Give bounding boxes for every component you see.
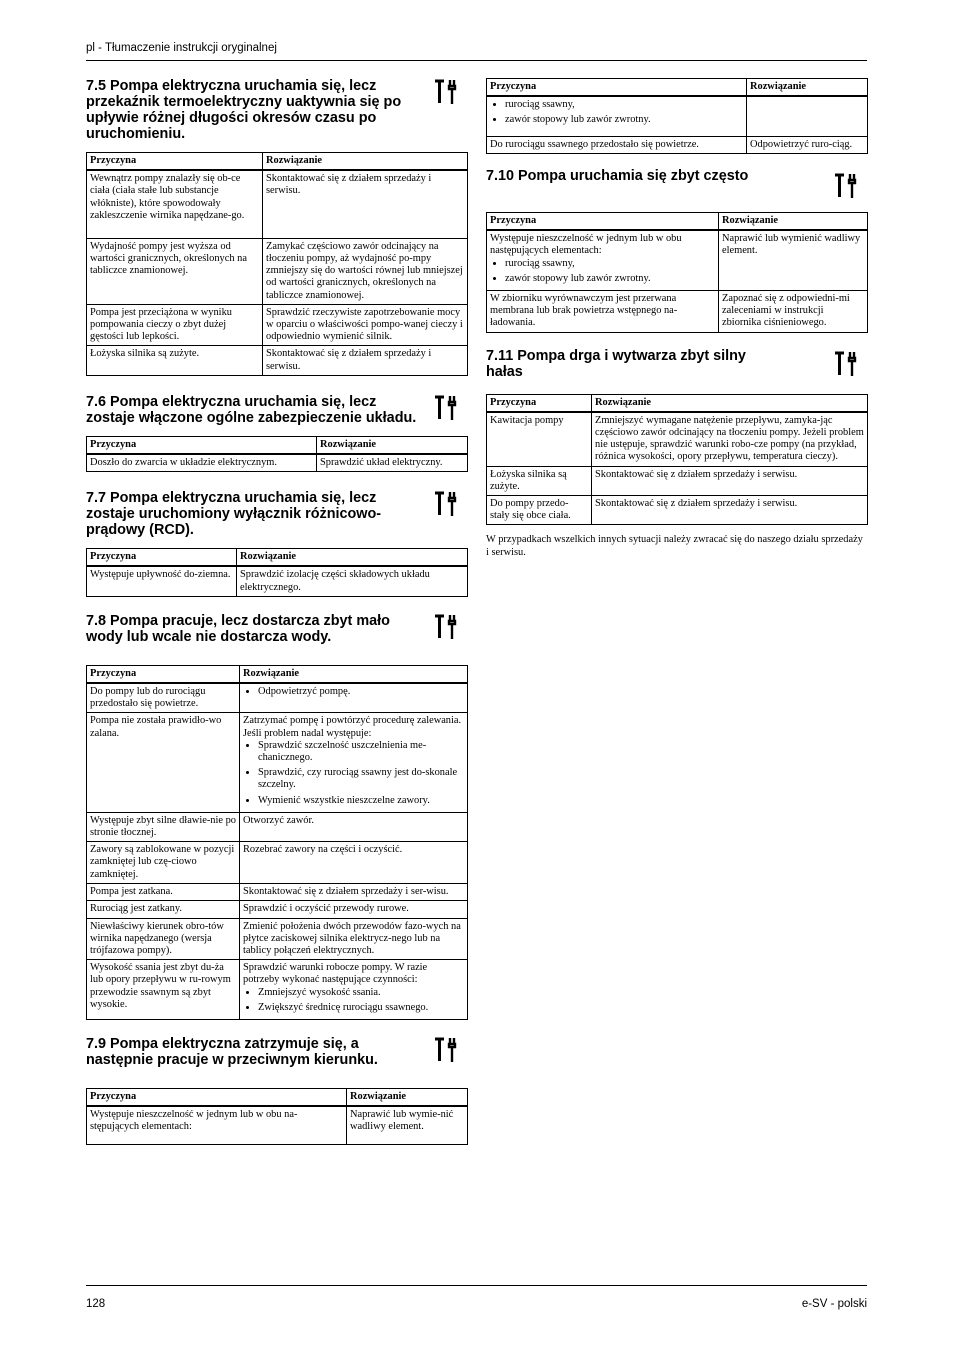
cause-cell: Wysokość ssania jest zbyt du-ża lub opory przepływu w ru-rowym przewodzie ssawnym są zbyt wysokie. (87, 960, 240, 1020)
table-row (487, 495, 868, 524)
left-column (86, 78, 468, 1145)
page-number: 128 (86, 1298, 106, 1310)
solution-cell: Otworzyć zawór. (240, 812, 468, 841)
col-cause: Przyczyna (487, 79, 747, 97)
closing-note: W przypadkach wszelkich innych sytuacji należy zwracać się do naszego działu sprzedaży i serwisu. (486, 534, 863, 558)
cause-cell: Łożyska silnika są zużyte. (87, 346, 263, 375)
list-item: • rurociąg ssawny, (505, 99, 743, 111)
document-title: e-SV - polski (801, 1298, 867, 1310)
cause-cell: Występuje zbyt silne dławie-nie po stronie tłocznej. (87, 812, 240, 841)
right-column (486, 78, 868, 559)
list-item: • Wymienić wszystkie nieszczelne zawory. (258, 795, 464, 807)
tools-icon (432, 490, 458, 518)
table-row (87, 454, 468, 472)
table-row (487, 412, 868, 466)
section-7-5 (86, 78, 468, 142)
solution-cell: Sprawdzić układ elektryczny. (317, 454, 468, 472)
solution-cell: Zapoznać się z odpowiedni-mi zaleceniami w instrukcji zbiornika ciśnieniowego. (719, 290, 868, 332)
list-item: • rurociąg ssawny, (505, 258, 715, 270)
col-solution: Rozwiązanie (263, 153, 468, 171)
solution-cell: Naprawić lub wymienić wadliwy element. (719, 230, 868, 290)
list-item: • Sprawdzić szczelność uszczelnienia me-chanicznego. (258, 740, 464, 764)
section-title: 7.8 Pompa pracuje, lecz dostarcza zbyt mało wody lub wcale nie dostarcza wody. (86, 612, 390, 645)
cause-cell: Do pompy przedo-stały się obce ciała. (487, 495, 592, 524)
solution-cell: Skontaktować się z działem sprzedaży i serwisu. (592, 495, 868, 524)
section-title: 7.9 Pompa elektryczna zatrzymuje się, a następnie pracuje w przeciwnym kierunku. (86, 1036, 378, 1069)
table-7-9-continued (486, 78, 868, 154)
section-title: 7.11 Pompa drga i wytwarza zbyt silny hałas (486, 347, 746, 380)
solution-cell: Skontaktować się z działem sprzedaży i serwisu. (263, 170, 468, 238)
section-7-8 (86, 613, 468, 645)
list-item: • Odpowietrzyć pompę. (258, 686, 464, 698)
section-7-11 (486, 348, 868, 380)
cause-text: Występuje nieszczelność w jednym lub w obu następujących elementach: (490, 233, 682, 257)
cause-cell (487, 230, 719, 290)
cause-cell: Pompa jest zatkana. (87, 884, 240, 901)
cause-cell: Doszło do zwarcia w układzie elektrycznym. (87, 454, 317, 472)
table-row (87, 884, 468, 901)
solution-cell (240, 960, 468, 1020)
solution-cell: Skontaktować się z działem sprzedaży i serwisu. (263, 346, 468, 375)
solution-cell: Zmienić położenia dwóch przewodów fazo-wych na płytce zaciskowej silnika elektrycz-nego lub na tablicy połączeń elektrycznych. (240, 918, 468, 960)
solution-cell: Sprawdzić izolację części składowych układu elektrycznego. (237, 566, 468, 596)
table-row (87, 1106, 468, 1144)
cause-cell: Łożyska silnika są zużyte. (487, 466, 592, 495)
solution-cell (747, 96, 868, 136)
cause-cell: Wewnątrz pompy znalazły się ob-ce ciała (ciała stałe lub substancje włókniste), które spowodowały zakleszczenie wirnika napędzane-go. (87, 170, 263, 238)
table-row (87, 812, 468, 841)
tools-icon (432, 394, 458, 422)
header-rule (86, 60, 867, 61)
cause-cell: Zawory są zablokowane w pozycji zamkniętej lub czę-ciowo zamkniętej. (87, 842, 240, 884)
cause-cell: Do rurociągu ssawnego przedostało się powietrze. (487, 136, 747, 153)
solution-cell: Naprawić lub wymie-nić wadliwy element. (347, 1106, 468, 1144)
section-title: 7.5 Pompa elektryczna uruchamia się, lecz przekaźnik termoelektryczny uaktywnia się po upływie różnej długości okresów czasu po uruchomieniu. (86, 78, 402, 142)
cause-cell: Kawitacja pompy (487, 412, 592, 466)
table-row (87, 304, 468, 346)
table-7-7 (86, 548, 468, 597)
col-solution: Rozwiązanie (237, 549, 468, 567)
footer-rule (86, 1285, 867, 1286)
solution-cell: Odpowietrzyć ruro-ciąg. (747, 136, 868, 153)
section-7-10 (486, 168, 868, 200)
page-header: pl - Tłumaczenie instrukcji oryginalnej (86, 42, 277, 54)
cause-cell: Pompa jest przeciążona w wyniku pompowania cieczy o zbyt dużej gęstości lub lepkości. (87, 304, 263, 346)
table-row (487, 290, 868, 332)
table-7-9 (86, 1088, 468, 1145)
solution-text: Zatrzymać pompę i powtórzyć procedurę zalewania. Jeśli problem nadal występuje: (243, 715, 462, 739)
tools-icon (432, 613, 458, 641)
col-solution: Rozwiązanie (592, 394, 868, 412)
cause-cell: Do pompy lub do rurociągu przedostało się powietrze. (87, 683, 240, 713)
table-7-10 (486, 212, 868, 333)
col-cause: Przyczyna (87, 549, 237, 567)
table-7-5 (86, 152, 468, 376)
tools-icon (832, 350, 858, 378)
section-7-9 (86, 1036, 468, 1068)
col-solution: Rozwiązanie (317, 436, 468, 454)
solution-cell: Skontaktować się z działem sprzedaży i ser-wisu. (240, 884, 468, 901)
table-row (87, 842, 468, 884)
list-item: • Zwiększyć średnicę rurociągu ssawnego. (258, 1002, 464, 1014)
cause-cell: Niewłaściwy kierunek obro-tów wirnika napędzanego (wersja trójfazowa pompy). (87, 918, 240, 960)
section-title: 7.10 Pompa uruchamia się zbyt często (486, 167, 749, 184)
cause-cell (487, 96, 747, 136)
table-row (87, 683, 468, 713)
table-row (487, 96, 868, 136)
section-title: 7.6 Pompa elektryczna uruchamia się, lecz zostaje włączone ogólne zabezpieczenie układu. (86, 393, 417, 426)
list-item: • zawór stopowy lub zawór zwrotny. (505, 114, 743, 126)
cause-cell: Występuje upływność do-ziemna. (87, 566, 237, 596)
col-solution: Rozwiązanie (347, 1089, 468, 1107)
table-row (87, 960, 468, 1020)
table-row (87, 918, 468, 960)
solution-text: Sprawdzić warunki robocze pompy. W razie potrzeby wykonać następujące czynności: (243, 962, 428, 986)
cause-cell: Rurociąg jest zatkany. (87, 901, 240, 918)
table-row (87, 566, 468, 596)
solution-cell (240, 713, 468, 812)
table-row (87, 346, 468, 375)
col-cause: Przyczyna (87, 1089, 347, 1107)
cause-cell: Wydajność pompy jest wyższa od wartości granicznych, określonych na tabliczce znamionowej. (87, 238, 263, 304)
cause-cell: W zbiorniku wyrównawczym jest przerwana membrana lub brak powietrza wstępnego na-ładowania. (487, 290, 719, 332)
section-7-7 (86, 490, 468, 538)
cause-cell: Pompa nie została prawidło-wo zalana. (87, 713, 240, 812)
table-row (87, 713, 468, 812)
solution-cell: Sprawdzić rzeczywiste zapotrzebowanie mocy w oparciu o właściwości pompo-wanej cieczy i odpowiednio wymienić silnik. (263, 304, 468, 346)
solution-cell: Zmniejszyć wymagane natężenie przepływu, zamyka-jąc częściowo zawór odcinający na tłoczeniu pompy. Jeżeli problem nie ustępuje, sprawdzić warunki robo-cze pompy (na przykład, różnica wysokości, opory przepływu, temperatura cieczy). (592, 412, 868, 466)
table-row (487, 466, 868, 495)
tools-icon (432, 78, 458, 106)
list-item: • Sprawdzić, czy rurociąg ssawny jest do-skonale szczelny. (258, 767, 464, 791)
list-item: • Zmniejszyć wysokość ssania. (258, 987, 464, 999)
table-7-8 (86, 665, 468, 1020)
solution-cell: Zamykać częściowo zawór odcinający na tłoczeniu pompy, aż wydajność po-mpy zmniejszy się do wartości równej lub mniejszej od wartości granicznych, określonych na tabliczce znamionowej. (263, 238, 468, 304)
solution-cell: Skontaktować się z działem sprzedaży i serwisu. (592, 466, 868, 495)
section-title: 7.7 Pompa elektryczna uruchamia się, lecz zostaje uruchomiony wyłącznik różnicowo-prądowy (RCD). (86, 490, 382, 539)
table-7-6 (86, 436, 468, 472)
table-row (87, 901, 468, 918)
col-solution: Rozwiązanie (747, 79, 868, 97)
col-solution: Rozwiązanie (240, 665, 468, 683)
col-cause: Przyczyna (487, 212, 719, 230)
solution-cell: Rozebrać zawory na części i oczyścić. (240, 842, 468, 884)
table-7-11 (486, 394, 868, 526)
cause-cell: Występuje nieszczelność w jednym lub w obu na-stępujących elementach: (87, 1106, 347, 1144)
table-row (487, 230, 868, 290)
tools-icon (832, 172, 858, 200)
table-row (87, 238, 468, 304)
solution-cell: Sprawdzić i oczyścić przewody rurowe. (240, 901, 468, 918)
col-cause: Przyczyna (87, 436, 317, 454)
section-7-6 (86, 394, 468, 426)
table-row (487, 136, 868, 153)
col-cause: Przyczyna (87, 153, 263, 171)
solution-cell (240, 683, 468, 713)
col-cause: Przyczyna (87, 665, 240, 683)
col-cause: Przyczyna (487, 394, 592, 412)
col-solution: Rozwiązanie (719, 212, 868, 230)
list-item: • zawór stopowy lub zawór zwrotny. (505, 273, 715, 285)
table-row (87, 170, 468, 238)
tools-icon (432, 1036, 458, 1064)
